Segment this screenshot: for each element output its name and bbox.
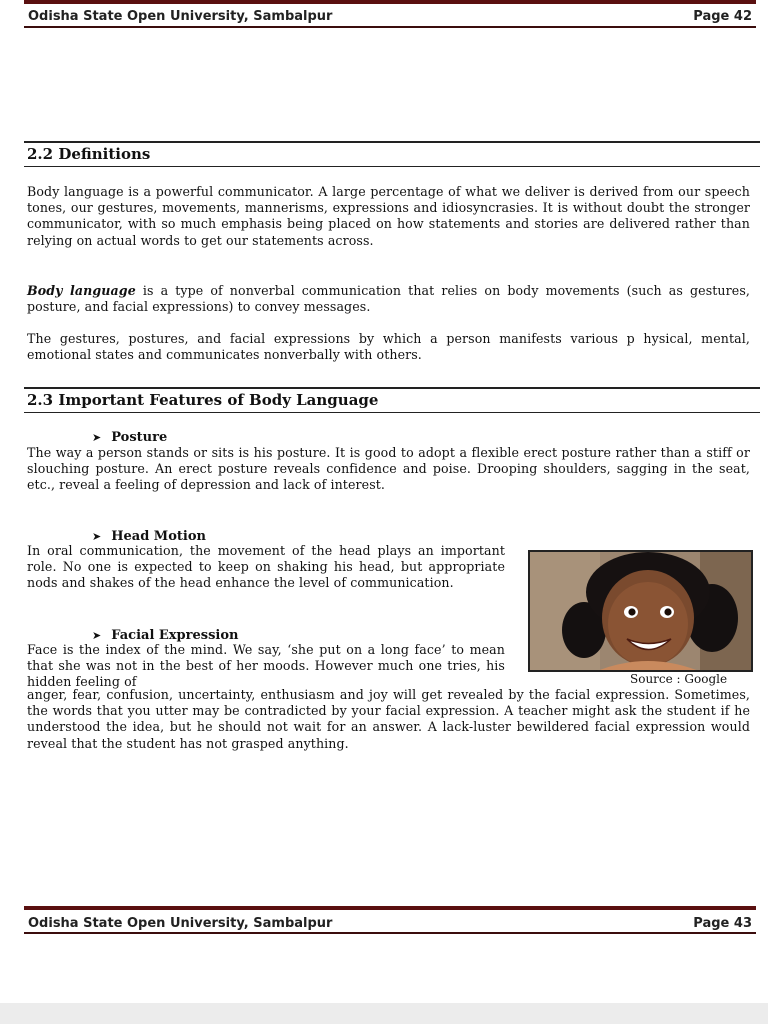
facial-expression-text-wrapped: Face is the index of the mind. We say, ‘she put on a long face’ to mean that she was not in the best of her moods. However much one tries, his hidden feeling of: [27, 642, 505, 690]
page-gap: [0, 1003, 768, 1024]
arrow-bullet-icon: ➤: [92, 431, 102, 444]
footer-page-number: Page 43: [693, 916, 752, 931]
definitions-para-2-rest: is a type of nonverbal communication that relies on body movements (such as gestures, posture, and facial expressions) to convey messages.: [27, 283, 750, 315]
head-motion-text: In oral communication, the movement of the head plays an important role. No one is expected to keep on shaking his head, but appropriate nods and shakes of the head enhance the level of communication.: [27, 543, 505, 591]
footer-university: Odisha State Open University, Sambalpur: [28, 916, 333, 931]
head-motion-heading-label: Head Motion: [111, 529, 206, 544]
header-bottom-border: [24, 26, 756, 28]
arrow-bullet-icon: ➤: [92, 530, 102, 543]
photo-caption: Source : Google: [630, 672, 728, 686]
footer-top-border: [24, 906, 756, 910]
posture-heading-label: Posture: [111, 430, 168, 445]
body-language-term: Body language: [27, 283, 136, 298]
facial-expression-heading-label: Facial Expression: [111, 628, 239, 643]
page-header: [24, 4, 756, 24]
definitions-para-3: The gestures, postures, and facial expressions by which a person manifests various p hysical, mental, emotional states and communicates nonverbally with others.: [27, 331, 750, 363]
girl-portrait-illustration: [530, 552, 753, 672]
arrow-bullet-icon: ➤: [92, 629, 102, 642]
header-page-number: Page 42: [693, 9, 752, 24]
page-footer: [24, 911, 756, 931]
definitions-para-1: Body language is a powerful communicator. A large percentage of what we deliver is derived from our speech tones, our gestures, movements, mannerisms, expressions and idiosyncrasies. It is without doubt the stronger communicator, with so much emphasis being placed on how statements and stories are delivered rather than relying on actual words to get our statements across.: [27, 184, 750, 248]
smiling-girl-photo: [528, 550, 753, 672]
section-features-title: 2.3 Important Features of Body Language: [24, 387, 760, 413]
section-definitions-title: 2.2 Definitions: [24, 141, 760, 167]
posture-text: The way a person stands or sits is his posture. It is good to adopt a flexible erect posture rather than a stiff or slouching posture. An erect posture reveals confidence and poise. Drooping shoulders, sagging in the seat, etc., reveal a feeling of depression and lack of interest.: [27, 445, 750, 493]
posture-heading: [92, 430, 167, 446]
footer-bottom-border: [24, 932, 756, 934]
header-university: Odisha State Open University, Sambalpur: [28, 9, 333, 24]
facial-expression-text: anger, fear, confusion, uncertainty, enthusiasm and joy will get revealed by the facial expression. Sometimes, the words that you utter may be contradicted by your facial expression. A teacher might ask the student if he understood the idea, but he should not wait for an answer. A lack-luster bewildered facial expression would reveal that the student has not grasped anything.: [27, 687, 750, 751]
definitions-para-2: [27, 283, 750, 315]
